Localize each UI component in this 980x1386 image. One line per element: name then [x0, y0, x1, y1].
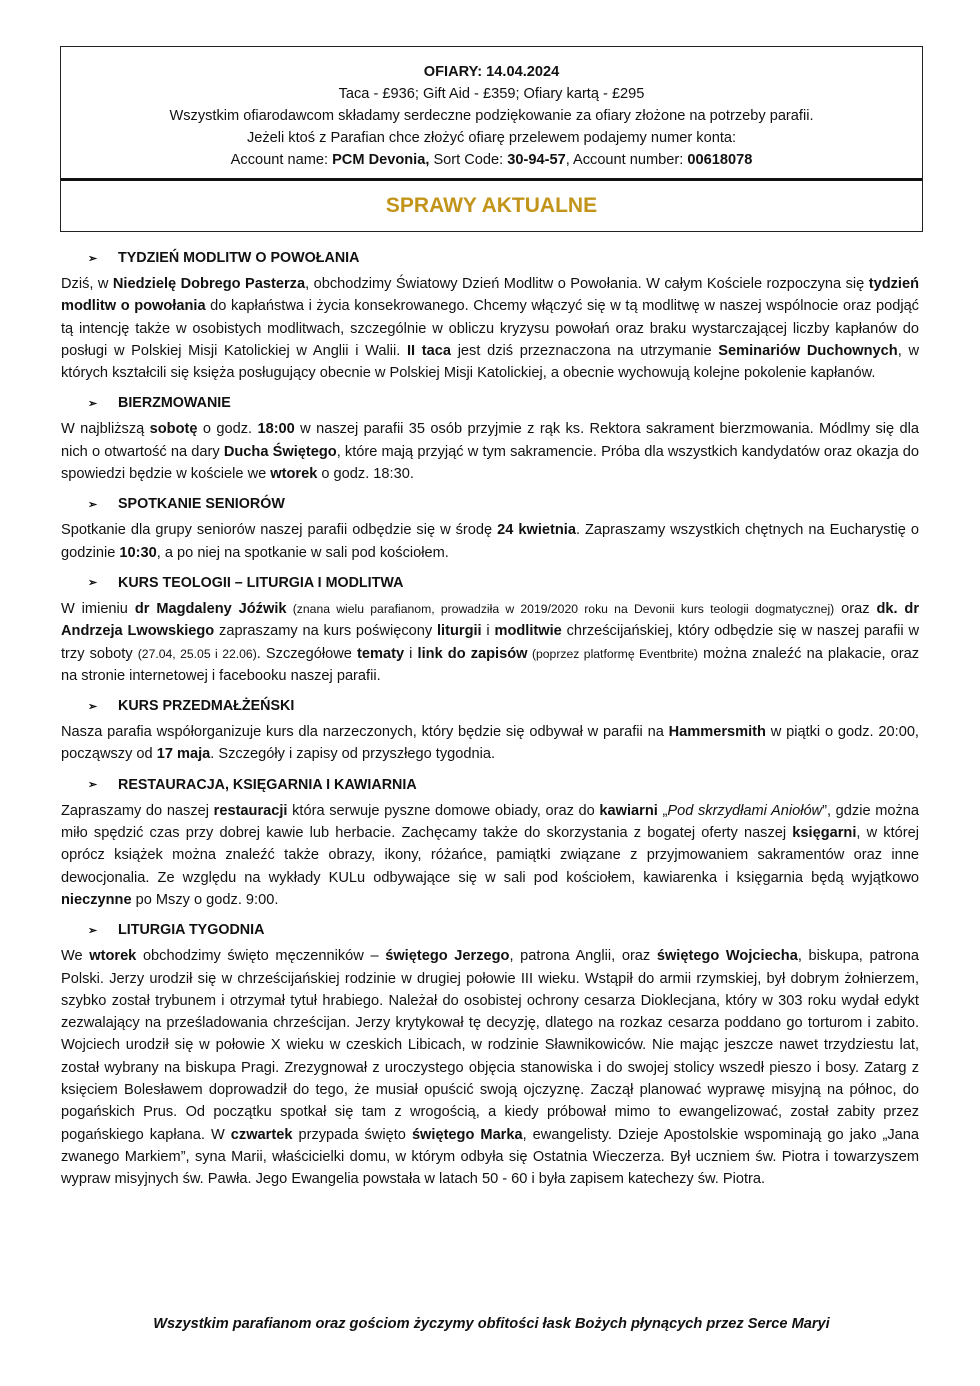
section-heading	[61, 390, 919, 416]
offerings-thanks: Wszystkim ofiarodawcom składamy serdeczne podziękowanie za ofiary złożone na potrzeby parafii.	[169, 108, 814, 124]
section-paragraph	[61, 598, 919, 687]
account-number: 00618078	[687, 152, 753, 168]
bold-text: tematy	[357, 645, 405, 662]
offerings-amounts: Taca - £936; Gift Aid - £359; Ofiary kartą - £295	[338, 86, 645, 102]
text: ”, gdzie można miło spędzić czas przy dobrej kawie lub herbacie. Zachęcamy także do skorzystania z bogatej oferty naszej	[61, 802, 920, 842]
text: Nasza parafia współorganizuje kurs dla narzeczonych, który będzie się odbywał w parafii na	[61, 724, 669, 741]
section-heading	[61, 693, 919, 719]
text: po Mszy o godz. 9:00.	[131, 891, 279, 908]
arrow-bullet-icon: ➢	[88, 577, 98, 590]
bold-text: świętego Wojciecha	[656, 948, 798, 965]
text: , w których kształcili się księża posługujący obecnie w Polskiej Misji Katolickiej, a obecnie wychowują kolejne pokolenie kapłanów.	[61, 342, 919, 382]
account-number-label: , Account number:	[565, 152, 688, 168]
text: Spotkanie dla grupy seniorów naszej parafii odbędzie się w środę	[61, 522, 498, 539]
bold-text: Hammersmith	[668, 724, 766, 741]
bold-text: dk. dr Andrzeja Lwowskiego	[61, 600, 920, 640]
bold-text: wtorek	[89, 948, 137, 965]
text: W najbliższą	[61, 421, 150, 438]
arrow-bullet-icon: ➢	[88, 779, 98, 792]
bold-text: Seminariów Duchownych	[718, 342, 898, 359]
text: , patrona Anglii, oraz	[509, 948, 657, 965]
bold-text: liturgii	[437, 623, 482, 640]
small-note: (poprzez platformę Eventbrite)	[527, 646, 698, 661]
arrow-bullet-icon: ➢	[88, 397, 98, 410]
arrow-bullet-icon: ➢	[88, 252, 98, 265]
bold-text: II taca	[406, 342, 451, 359]
bold-text: 24 kwietnia	[497, 522, 576, 539]
section-heading	[61, 245, 919, 271]
text: obchodzimy święto męczenników –	[136, 948, 386, 965]
sort-code-label: Sort Code:	[429, 152, 508, 168]
arrow-bullet-icon: ➢	[88, 924, 98, 937]
bold-text: 17 maja	[156, 746, 211, 763]
text: o godz. 18:30.	[317, 466, 414, 483]
text: w naszej parafii 35 osób przyjmie z rąk ks. Rektora sakrament bierzmowania. Módlmy się dla nich o otwartość na dary	[61, 421, 920, 460]
text: która serwuje pyszne domowe obiady, oraz do	[287, 802, 600, 819]
offerings-panel	[61, 47, 922, 181]
section-title: SPRAWY AKTUALNE	[385, 194, 598, 217]
bold-text: restauracji	[213, 802, 288, 819]
bold-text: sobotę	[149, 421, 198, 438]
text: jest dziś przeznaczona na utrzymanie	[451, 342, 719, 359]
text: do kapłaństwa i życia konsekrowanego. Chcemy włączyć się w tą modlitwę w naszej wspólnocie oraz podjąć tą intencję także w osobistych modlitwach, szczególnie w obliczu kryzysu powołań oraz braku wystarczającej liczby kapłanów do posługi w Polskiej Misji Katolickiej w Anglii i Walii.	[61, 298, 919, 359]
text: o godz.	[197, 421, 258, 438]
section-heading-text: RESTAURACJA, KSIĘGARNIA I KAWIARNIA	[118, 776, 417, 793]
small-note: (27.04, 25.05 i 22.06)	[137, 646, 257, 661]
section-heading	[61, 772, 919, 798]
italic-text: Pod skrzydłami Aniołów	[667, 802, 823, 819]
text: i	[404, 645, 418, 662]
arrow-bullet-icon: ➢	[88, 700, 98, 713]
bold-text: 18:00	[257, 421, 295, 438]
bold-text: wtorek	[270, 466, 318, 483]
section-heading-text: KURS TEOLOGII – LITURGIA I MODLITWA	[118, 574, 404, 591]
section-heading-text: TYDZIEŃ MODLITW O POWOŁANIA	[118, 250, 360, 266]
text: , a po niej na spotkanie w sali pod kościołem.	[156, 544, 449, 561]
section-heading	[61, 570, 919, 596]
section-paragraph	[61, 800, 919, 911]
footer-blessing: Wszystkim parafianom oraz gościom życzymy obfitości łask Bożych płynących przez Serce Maryi	[153, 1316, 830, 1332]
text: zapraszamy na kurs poświęcony	[214, 623, 437, 640]
section-paragraph	[61, 418, 919, 485]
section-heading	[61, 491, 919, 517]
bold-text: kawiarni	[599, 802, 658, 819]
text: w piątki o godz. 20:00, począwszy od	[61, 724, 919, 763]
bold-text: nieczynne	[61, 891, 132, 908]
text: . Zapraszamy wszystkich chętnych na Eucharystię o godzinie	[61, 522, 919, 561]
text: , obchodzimy Światowy Dzień Modlitw o Powołania. W całym Kościele rozpoczyna się	[305, 276, 869, 292]
text: , biskupa, patrona Polski. Jerzy urodził się w chrześcijańskiej rodzinie w drugiej połowie III wieku. Wstąpił do armii rzymskiej, był dobrym żołnierzem, szybko został trybunem i otrzymał tytuł hrabiego. Należał do osobistej ochrony cesarza Dioklecjana, który w 303 roku wydał edykt zezwalający na prześladowania chrześcijan. Jerzy krytykował tę decyzję, dlatego na rozkaz cesarza poddano go torturom i zabito. Wojciech urodził się w połowie X wieku w czeskich Libicach, w rodzinie Sławnikowiców. Nie mając jeszcze nawet trzydziestu lat, został wybrany na biskupa Pragi. Zrezygnował z uroczystego objęcia stanowiska i do swojej stolicy wszedł pieszo i bosy. Zatarg z księciem Bolesławem doprowadził do tego, że musiał opuścić swoją ojczyznę. Zaczął planować wyprawę misyjną na północ, do pogańskich Prus. Od początku spotkał się tam z wrogością, a kiedy próbował mimo to ewangelizować, został zabity przez pogańskiego kapłana. W	[61, 948, 919, 1143]
text: , w której oprócz książek można znaleźć także obrazy, ikony, różańce, pamiątki związane z przyjmowaniem sakramentów oraz inne dewocjonalia. Ze względu na wykłady KULu odbywające się w sali pod kościołem, kawiarenka i księgarnia będą wyjątkowo	[61, 825, 919, 886]
account-name-label: Account name:	[230, 152, 333, 168]
bold-text: dr Magdaleny Jóźwik	[134, 600, 287, 617]
text: można znaleźć na plakacie, oraz na stronie internetowej i facebooku naszej parafii.	[61, 645, 920, 684]
offerings-title: OFIARY: 14.04.2024	[423, 64, 560, 80]
section-paragraph	[61, 945, 919, 1190]
bold-text: świętego Jerzego	[385, 948, 510, 965]
text: . Szczegółowe	[256, 645, 358, 662]
announcements	[61, 242, 919, 1197]
bold-text: świętego Marka	[411, 1126, 523, 1143]
bold-text: modlitwie	[494, 623, 562, 640]
arrow-bullet-icon: ➢	[88, 498, 98, 511]
section-heading-text: BIERZMOWANIE	[118, 395, 231, 412]
bold-text: czwartek	[230, 1126, 293, 1143]
text: Dziś, w	[61, 276, 113, 292]
offerings-transfer-info: Jeżeli ktoś z Parafian chce złożyć ofiarę przelewem podajemy numer konta:	[246, 130, 737, 146]
section-paragraph	[61, 273, 919, 384]
bold-text: Ducha Świętego	[223, 443, 337, 460]
account-details	[61, 149, 922, 171]
text: „	[657, 802, 668, 819]
section-paragraph	[61, 519, 919, 564]
section-heading-text: SPOTKANIE SENIORÓW	[118, 496, 285, 513]
section-heading-text: LITURGIA TYGODNIA	[118, 922, 265, 939]
bold-text: tydzień modlitw o powołania	[61, 276, 920, 315]
text: przypada święto	[292, 1126, 412, 1143]
small-note: (znana wielu parafianom, prowadziła w 2019/2020 roku na Devonii kurs teologii dogmatycznej)	[286, 601, 835, 616]
text: We	[61, 948, 90, 965]
bold-text: 10:30	[119, 544, 157, 561]
header-box	[60, 46, 923, 232]
text: oraz	[834, 600, 877, 617]
text: Zapraszamy do naszej	[61, 802, 214, 819]
section-paragraph	[61, 721, 919, 766]
section-heading	[61, 917, 919, 943]
text: i	[481, 623, 495, 640]
bold-text: księgarni	[792, 825, 857, 842]
section-heading-text: KURS PRZEDMAŁŻEŃSKI	[118, 698, 295, 715]
text: chrześcijańskiej, który odbędzie się w naszej parafii w trzy soboty	[61, 623, 920, 662]
text: . Szczegóły i zapisy od przyszłego tygodnia.	[210, 746, 496, 763]
text: , które mają przyjąć w tym sakramencie. Próba dla wszystkich kandydatów oraz okazja do spowiedzi będzie w kościele we	[61, 443, 920, 483]
bold-text: Niedzielę Dobrego Pasterza	[112, 276, 306, 292]
account-name: PCM Devonia,	[332, 152, 430, 168]
bold-text: link do zapisów	[417, 645, 528, 662]
sort-code: 30-94-57	[507, 152, 566, 168]
text: W imieniu	[61, 600, 135, 617]
text: , ewangelisty. Dzieje Apostolskie wspominają go jako „Jana zwanego Markiem”, syna Marii, właścicielki domu, w którym odbyła się Ostatnia Wieczerza. Był uczniem św. Piotra i towarzyszem wypraw misyjnych św. Pawła. Jego Ewangelia powstała w latach 50 - 60 i była zapisem katechezy św. Piotra.	[61, 1126, 919, 1188]
